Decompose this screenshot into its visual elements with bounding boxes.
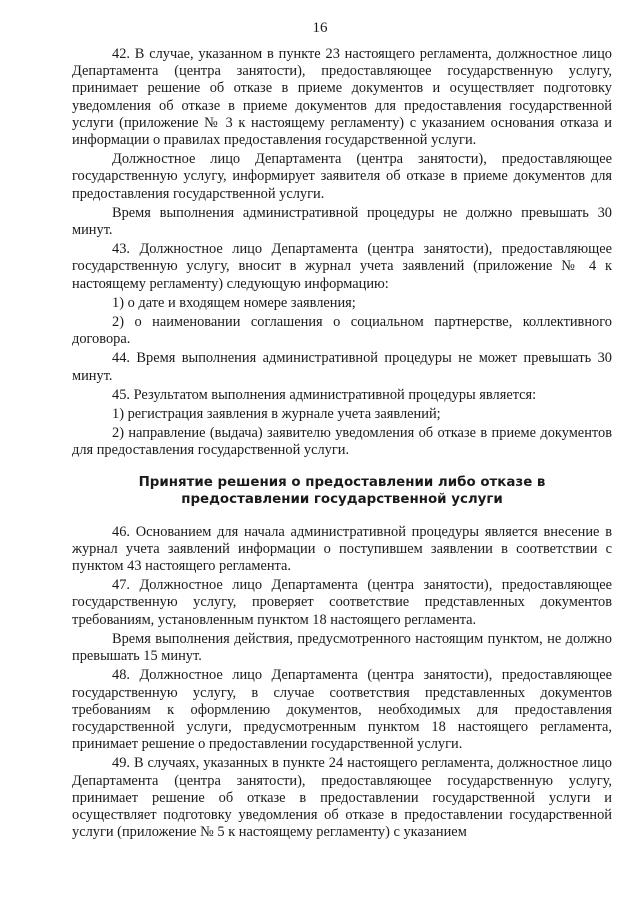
list-item-45-1: 1) регистрация заявления в журнале учета заявлений; (112, 406, 441, 423)
list-item-43-2: 2) о наименовании соглашения о социальном партнерстве, коллективного договора. (72, 314, 612, 348)
paragraph-42-inform: Должностное лицо Департамента (центра занятости), предоставляющее государственную услугу, информирует заявителя об отказе в приеме документов для предоставления государственной услуги. (72, 151, 612, 202)
paragraph-42-time: Время выполнения административной процедуры не должно превышать 30 минут. (72, 204, 612, 239)
paragraph-47: 47. Должностное лицо Департамента (центра занятости), предоставляющее государственную услугу, проверяет соответствие представленных документов требованиям, установленным пунктом 18 настоящего регламента. (72, 577, 612, 628)
paragraph-47-time: Время выполнения действия, предусмотренного настоящим пунктом, не должно превышать 15 минут. (72, 630, 612, 665)
paragraphs-top (72, 46, 612, 460)
paragraph-42: 42. В случае, указанном в пункте 23 настоящего регламента, должностное лицо Департамента (центра занятости), предоставляющее государственную услугу, принимает решение об отказе в приеме документов и осуществляет подготовку уведомления об отказе в приеме документов для предоставления государственной услуги (приложение № 3 к настоящему регламенту) с указанием основания отказа и информации о правилах предоставления государственной услуги. (72, 46, 612, 149)
paragraphs-bottom (72, 524, 612, 842)
paragraph-45: 45. Результатом выполнения административной процедуры является: (112, 386, 537, 403)
section-heading: Принятие решения о предоставлении либо отказе в предоставлении государственной услуги (138, 474, 546, 507)
paragraph-46: 46. Основанием для начала административной процедуры является внесение в журнал учета заявлений информации о поступившем заявлении в соответствии с пунктом 43 настоящего регламента. (72, 523, 612, 575)
paragraph-43: 43. Должностное лицо Департамента (центра занятости), предоставляющее государственную услугу, вносит в журнал учета заявлений (приложение № 4 к настоящему регламенту) следующую информацию: (72, 241, 612, 292)
page-number: 16 (312, 20, 328, 36)
paragraph-44: 44. Время выполнения административной процедуры не может превышать 30 минут. (72, 350, 612, 384)
list-item-43-1: 1) о дате и входящем номере заявления; (112, 294, 356, 311)
paragraph-49: 49. В случаях, указанных в пункте 24 настоящего регламента, должностное лицо Департамента (центра занятости), предоставляющее государственную услугу, принимает решение об отказе в предоставлении государственной услуги и осуществляет подготовку уведомления об отказе в предоставлении государственной услуги (приложение № 5 к настоящему регламенту) с указанием (72, 755, 612, 841)
paragraph-48: 48. Должностное лицо Департамента (центра занятости), предоставляющее государственную услугу, в случае соответствия представленных документов требованиям к оформлению документов, необходимых для предоставления государственной услуги, предусмотренным пунктом 18 настоящего регламента, принимает решение о предоставлении государственной услуги. (72, 667, 612, 753)
list-item-45-2: 2) направление (выдача) заявителю уведомления об отказе в приеме документов для предоставления государственной услуги. (72, 425, 612, 459)
document-body (72, 44, 612, 841)
